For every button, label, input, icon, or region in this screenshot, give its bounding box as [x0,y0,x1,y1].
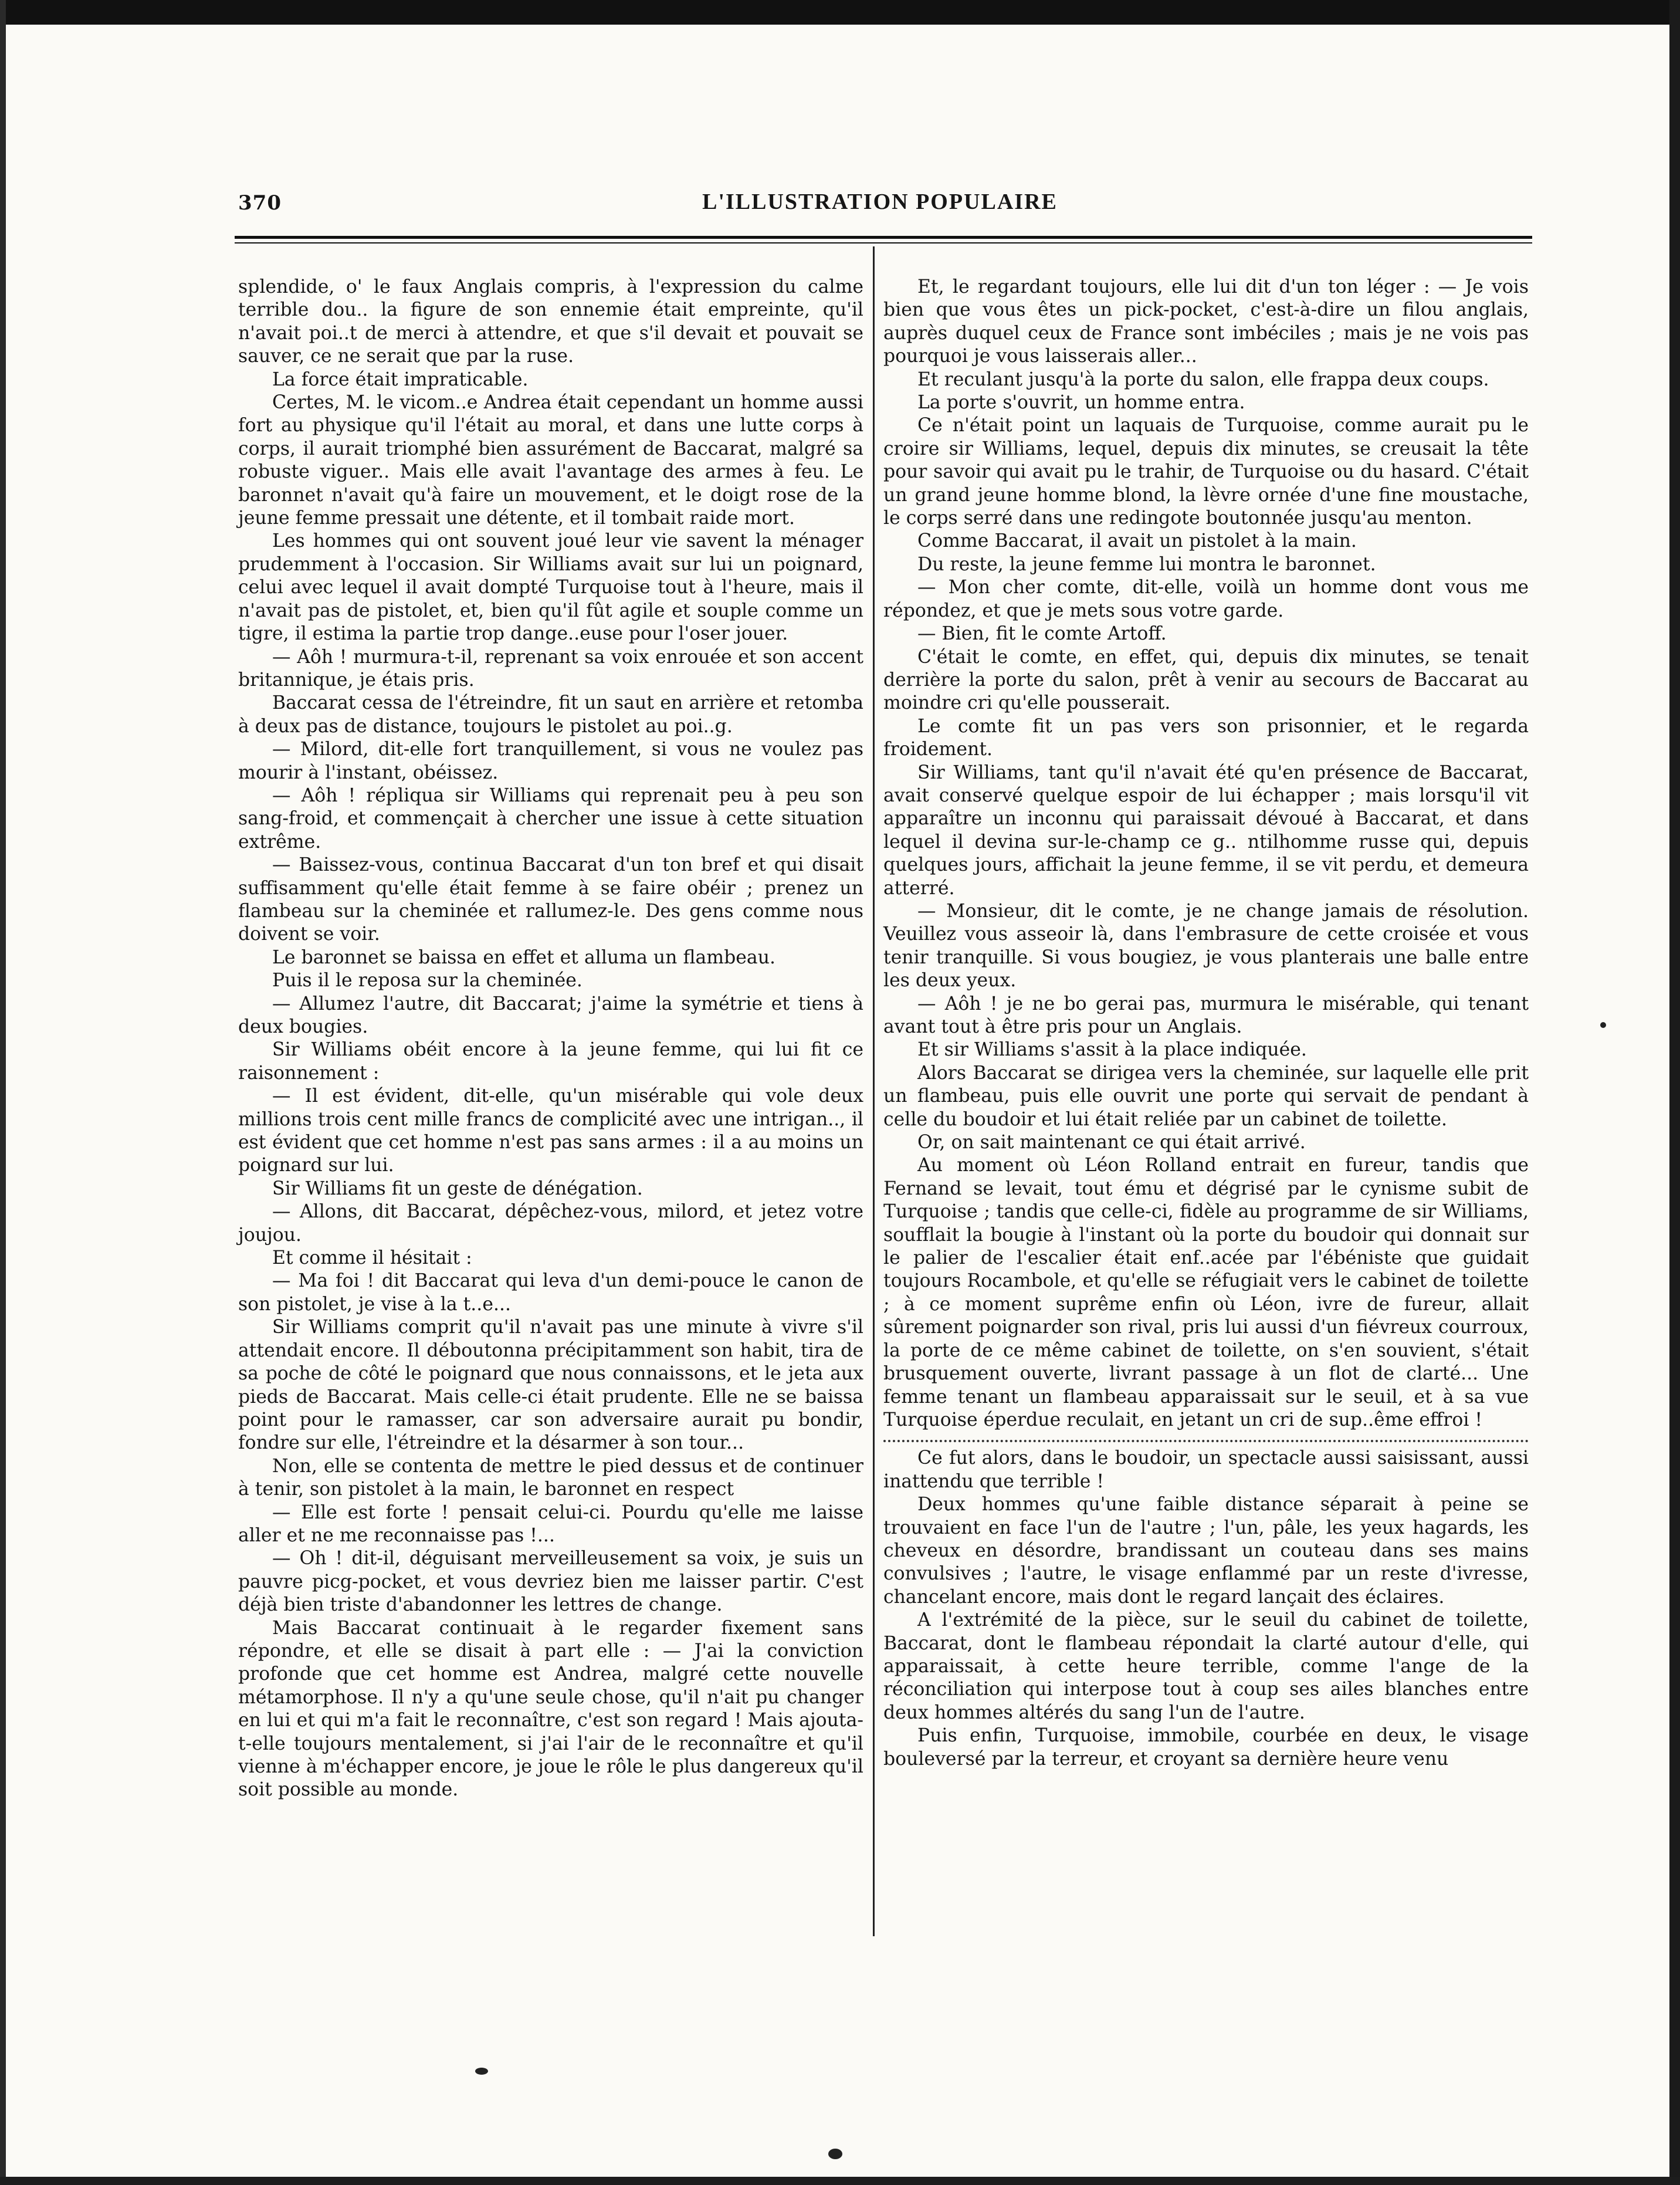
running-title: L'ILLUSTRATION POPULAIRE [702,190,1058,214]
paragraph: Alors Baccarat se dirigea vers la cheminée, sur laquelle elle prit un flambeau, puis elle ouvrit une porte qui servait de pendant à celle du boudoir et lui était reliée par un cabinet de toilette. [883,1062,1529,1130]
paragraph: — Bien, fit le comte Artoff. [917,623,1167,645]
paragraph: Et comme il hésitait : [272,1247,472,1269]
scan-edge-right [1669,0,1680,2185]
paragraph: Or, on sait maintenant ce qui était arrivé. [917,1132,1306,1154]
column-divider [873,246,875,1936]
paragraph: — Aôh ! murmura-t-il, reprenant sa voix enrouée et son accent britannique, je étais pris. [238,646,863,691]
paragraph: La porte s'ouvrit, un homme entra. [917,392,1245,414]
paragraph: — Monsieur, dit le comte, je ne change jamais de résolution. Veuillez vous asseoir là, dans l'embrasure de cette croisée et vous tenir tranquille. Si vous bougiez, je vous planterais une balle entre les deux yeux. [883,900,1529,992]
paragraph: Non, elle se contenta de mettre le pied dessus et de continuer à tenir, son pistolet à la main, le baronnet en respect [238,1455,863,1500]
paragraph: Et reculant jusqu'à la porte du salon, elle frappa deux coups. [917,368,1489,390]
paragraph: Ce fut alors, dans le boudoir, un spectacle aussi saisissant, aussi inattendu que terrible ! [883,1447,1529,1492]
paragraph: splendide, o' le faux Anglais compris, à l'expression du calme terrible dou.. la figure de son ennemie était empreinte, qu'il n'avait poi..t de merci à attendre, et que s'il devait et pouvait se sauver, ce ne serait que par la ruse. [238,276,863,367]
scan-edge-top [0,0,1680,25]
paragraph: Sir Williams, tant qu'il n'avait été qu'en présence de Baccarat, avait conservé quelque espoir de lui échapper ; mais lorsqu'il vit apparaître un inconnu qui paraissait dévoué à Baccarat, et dans lequel il devina sur-le-champ ce g.. ntilhomme russe qui, depuis quelques jours, affichait la jeune femme, il se vit perdu, et demeura atterré. [883,762,1529,899]
paragraph: Du reste, la jeune femme lui montra le baronnet. [917,553,1376,575]
paragraph: Et, le regardant toujours, elle lui dit d'un ton léger : — Je vois bien que vous êtes un pick-pocket, c'est-à-dire un filou anglais, auprès duquel ceux de France sont imbéciles ; mais je ne vois pas pourquoi je vous laisserais aller... [883,276,1529,367]
left-column [238,276,863,1802]
paragraph: Puis enfin, Turquoise, immobile, courbée en deux, le visage bouleversé par la terreur, et croyant sa dernière heure venu [883,1725,1529,1770]
paragraph: — Aôh ! répliqua sir Williams qui reprenait peu à peu son sang-froid, et commençait à chercher une issue à cette situation extrême. [238,784,863,853]
ink-speck [475,2068,488,2075]
paragraph: Puis il le reposa sur la cheminée. [272,970,582,992]
header-rule [235,236,1532,243]
paragraph: La force était impraticable. [272,368,529,390]
paragraph: C'était le comte, en effet, qui, depuis dix minutes, se tenait derrière la porte du salon, prêt à venir au secours de Baccarat au moindre cri qu'elle pousserait. [883,646,1529,714]
paragraph: Sir Williams obéit encore à la jeune femme, qui lui fit ce raisonnement : [238,1039,863,1084]
paragraph: Le baronnet se baissa en effet et alluma un flambeau. [272,946,775,968]
paragraph: Baccarat cessa de l'étreindre, fit un saut en arrière et retomba à deux pas de distance, toujours le pistolet au poi..g. [238,692,863,737]
paragraph: Certes, M. le vicom..e Andrea était cependant un homme aussi fort au physique qu'il l'était au moral, et dans une lutte corps à corps, il aurait triomphé bien assurément de Baccarat, malgré sa robuste viguer.. Mais elle avait l'avantage des armes à feu. Le baronnet n'avait qu'à faire un mouvement, et le doigt rose de la jeune femme pressait une détente, et il tombait raide mort. [238,392,863,529]
scan-edge-left [0,0,6,2185]
paragraph: Mais Baccarat continuait à le regarder fixement sans répondre, et elle se disait à part elle : — J'ai la conviction profonde que cet homme est Andrea, malgré cette nouvelle métamorphose. Il n'y a qu'une seule chose, qu'il n'ait pu changer en lui et qui m'a fait le reconnaître, c'est son regard ! Mais ajouta-t-elle toujours mentalement, si j'ai l'air de le reconnaître et qu'il vienne à m'échapper encore, je joue le rôle le plus dangereux qu'il soit possible au monde. [238,1617,863,1801]
page-number: 370 [238,191,282,215]
ink-speck [1600,1022,1606,1028]
right-column-part-2 [883,1447,1529,1771]
paragraph: Comme Baccarat, il avait un pistolet à la main. [917,530,1357,552]
paragraph: — Il est évident, dit-elle, qu'un misérable qui vole deux millions trois cent mille francs de complicité avec une intrigan.., il est évident que cet homme n'est pas sans armes : il a au moins un poignard sur lui. [238,1085,863,1176]
paragraph: Le comte fit un pas vers son prisonnier, et le regarda froidement. [883,715,1529,760]
right-column-part-1 [883,276,1529,1432]
paragraph: — Allons, dit Baccarat, dépêchez-vous, milord, et jetez votre joujou. [238,1201,863,1246]
paragraph: Au moment où Léon Rolland entrait en fureur, tandis que Fernand se levait, tout ému et dégrisé par le cynisme subit de Turquoise ; tandis que celle-ci, fidèle au programme de sir Williams, soufflait la bougie à l'instant où la porte du boudoir qui donnait sur le palier de l'escalier était enf..acée par l'ébéniste que guidait toujours Rocambole, et qu'elle se réfugiait vers le cabinet de toilette ; à ce moment suprême enfin où Léon, ivre de fureur, allait sûrement poignarder son rival, pris lui aussi d'un fiévreux courroux, la porte de ce même cabinet de toilette, on s'en souvient, s'était brusquement ouverte, livrant passage à un flot de clarté... Une femme tenant un flambeau apparaissait sur le seuil, et à sa vue Turquoise éperdue reculait, en jetant un cri de sup..ême effroi ! [883,1155,1529,1430]
paragraph: — Oh ! dit-il, déguisant merveilleusement sa voix, je suis un pauvre picg-pocket, et vous devriez bien me laisser partir. C'est déjà bien triste d'abandonner les lettres de change. [238,1548,863,1616]
right-column [883,276,1529,1771]
paragraph: — Baissez-vous, continua Baccarat d'un ton bref et qui disait suffisamment qu'elle était femme à se faire obéir ; prenez un flambeau sur la cheminée et rallumez-le. Des gens comme nous doivent se voir. [238,854,863,945]
paragraph: A l'extrémité de la pièce, sur le seuil du cabinet de toilette, Baccarat, dont le flambeau répondait la clarté autour d'elle, qui apparaissait, à cette heure terrible, comme l'ange de la réconciliation qui interpose tout à coup ses ailes blanches entre deux hommes altérés du sang l'un de l'autre. [883,1609,1529,1723]
ink-speck [828,2149,842,2159]
paragraph: Sir Williams comprit qu'il n'avait pas une minute à vivre s'il attendait encore. Il déboutonna précipitamment son habit, tira de sa poche de côté le poignard que nous connaissons, et le jeta aux pieds de Baccarat. Mais celle-ci était prudente. Elle ne se baissa point pour le ramasser, car son adversaire aurait pu bondir, fondre sur elle, l'étreindre et la désarmer à son tour... [238,1317,863,1454]
paragraph: — Aôh ! je ne bo gerai pas, murmura le misérable, qui tenant avant tout à être pris pour un Anglais. [883,993,1529,1037]
paragraph: Sir Williams fit un geste de dénégation. [272,1178,643,1199]
paragraph: — Milord, dit-elle fort tranquillement, si vous ne voulez pas mourir à l'instant, obéissez. [238,739,863,783]
paragraph: Ce n'était point un laquais de Turquoise, comme aurait pu le croire sir Williams, lequel, depuis dix minutes, se creusait la tête pour savoir qui avait pu le trahir, de Turquoise ou du hasard. C'était un grand jeune homme blond, la lèvre ornée d'une fine moustache, le corps serré dans une redingote boutonnée jusqu'au menton. [883,415,1529,529]
paragraph: — Mon cher comte, dit-elle, voilà un homme dont vous me répondez, et que je mets sous votre garde. [883,577,1529,621]
paragraph: Deux hommes qu'une faible distance séparait à peine se trouvaient en face l'un de l'autre ; l'un, pâle, les yeux hagards, les cheveux en désordre, brandissant un couteau dans ses mains convulsives ; l'autre, le visage enflammé par un reste d'ivresse, chancelant encore, mais dont le regard lançait des éclaires. [883,1494,1529,1608]
scan-edge-bottom [0,2177,1680,2185]
paragraph: — Elle est forte ! pensait celui-ci. Pourdu qu'elle me laisse aller et ne me reconnaisse pas !... [238,1501,863,1546]
section-break [883,1440,1529,1442]
paragraph: — Allumez l'autre, dit Baccarat; j'aime la symétrie et tiens à deux bougies. [238,993,863,1037]
paragraph: Et sir Williams s'assit à la place indiquée. [917,1039,1307,1061]
paragraph: Les hommes qui ont souvent joué leur vie savent la ménager prudemment à l'occasion. Sir Williams avait sur lui un poignard, celui avec lequel il avait dompté Turquoise tout à l'heure, mais il n'avait pas de pistolet, et, bien qu'il fût agile et souple comme un tigre, il estima la partie trop dange..euse pour l'oser jouer. [238,530,863,645]
paragraph: — Ma foi ! dit Baccarat qui leva d'un demi-pouce le canon de son pistolet, je vise à la t..e... [238,1270,863,1315]
